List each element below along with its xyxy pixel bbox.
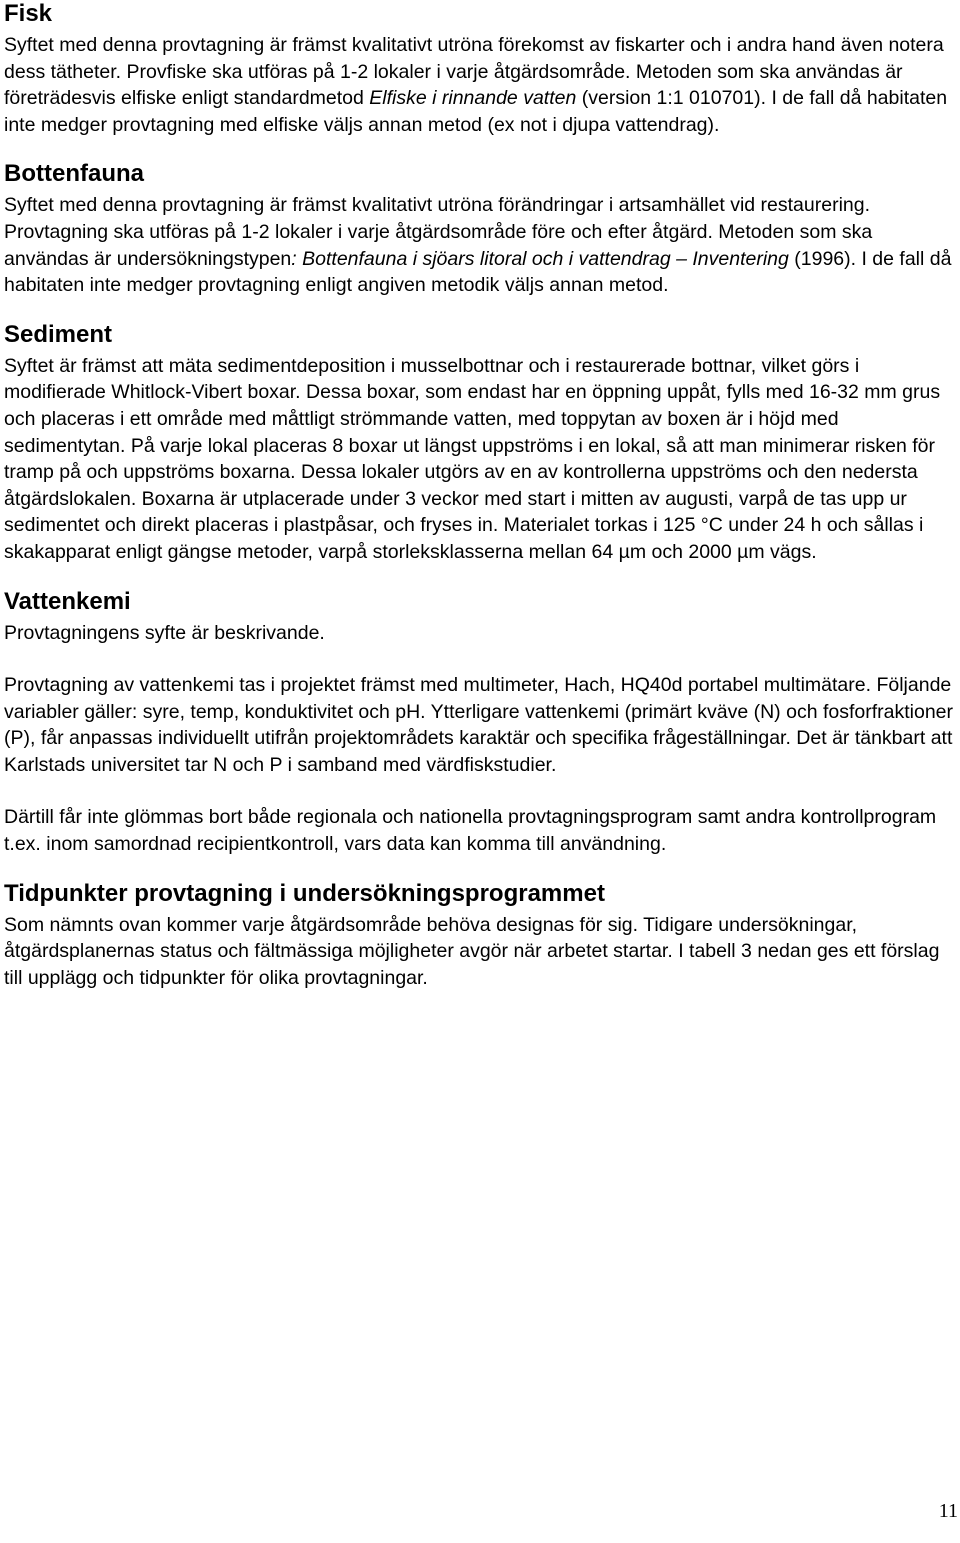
section-heading-sediment: Sediment xyxy=(4,320,113,348)
paragraph-bottenfauna xyxy=(4,192,960,298)
text-run: Syftet med denna provtagning är främst kvalitativt utröna förekomst av fiskarter och i andra hand även notera dess tätheter. Provfiske ska utföras på 1-2 lokaler i varje åtgärdsområde. Metoden som ska användas är företrädesvis elfiske enligt standardmetod xyxy=(4,34,944,110)
italic-method-title: Elfiske i rinnande vatten xyxy=(369,87,577,110)
paragraph-fisk xyxy=(4,32,960,138)
section-heading-tidpunkter: Tidpunkter provtagning i undersökningsprogrammet xyxy=(4,879,605,907)
text-run: Syftet med denna provtagning är främst kvalitativt utröna förändringar i artsamhället vid restaurering. Provtagning ska utföras på 1-2 lokaler i varje åtgärdsområde före och efter åtgärd. Metoden som ska användas är undersökningstypen xyxy=(4,194,873,270)
paragraph-sediment: Syftet är främst att mäta sedimentdeposition i musselbottnar och i restaurerade bottnar, vilket görs i modifierade Whitlock-Vibert boxar. Dessa boxar, som endast har en öppning uppåt, fylls med 16-32 mm grus och placeras i ett område med måttligt strömmande vatten, med toppytan av boxen är i höjd med sedimentytan. På varje lokal placeras 8 boxar ut längst uppströms i en lokal, så att man minimerar risken för tramp på och uppströms boxarna. Dessa lokaler utgörs av en av kontrollerna uppströms och den nedersta åtgärdslokalen. Boxarna är utplacerade under 3 veckor med start i mitten av augusti, varpå de tas upp ur sedimentet och direkt placeras i plastpåsar, och fryses in. Materialet torkas i 125 °C under 24 h och sållas i skakapparat enligt gängse metoder, varpå storleksklasserna mellan 64 µm och 2000 µm vägs. xyxy=(4,354,941,563)
italic-method-title: : Bottenfauna i sjöars litoral och i vattendrag – Inventering xyxy=(291,247,789,270)
text-run: (1996). I de fall då habitaten inte medger provtagning enligt angiven metodik väljs annan metod. xyxy=(4,247,952,297)
page-content xyxy=(4,0,960,991)
section-heading-vattenkemi: Vattenkemi xyxy=(4,587,131,615)
section-heading-bottenfauna: Bottenfauna xyxy=(4,160,144,188)
paragraph-vattenkemi-2: Provtagning av vattenkemi tas i projektet främst med multimeter, Hach, HQ40d portabel multimätare. Följande variabler gäller: syre, temp, konduktivitet och pH. Ytterligare vattenkemi (primärt kväve (N) och fosforfraktioner (P), får anpassas individuellt utifrån projektområdets karaktär och specifika frågeställningar. Det är tänkbart att Karlstads universitet tar N och P i samband med värdfiskstudier. xyxy=(4,674,954,776)
paragraph-vattenkemi-1: Provtagningens syfte är beskrivande. xyxy=(4,621,325,644)
section-tidpunkter xyxy=(4,880,960,992)
section-fisk xyxy=(4,0,960,138)
page-number: 11 xyxy=(938,1500,958,1522)
paragraph-tidpunkter: Som nämnts ovan kommer varje åtgärdsområde behöva designas för sig. Tidigare undersökningar, åtgärdsplanernas status och fältmässiga möjligheter avgör när arbetet startar. I tabell 3 nedan ges ett förslag till upplägg och tidpunkter för olika provtagningar. xyxy=(4,913,940,989)
section-heading-fisk: Fisk xyxy=(4,0,53,27)
section-sediment xyxy=(4,321,960,566)
section-vattenkemi xyxy=(4,588,960,858)
text-run: (version 1:1 010701). I de fall då habitaten inte medger provtagning med elfiske väljs annan metod (ex not i djupa vattendrag). xyxy=(4,87,948,136)
paragraph-vattenkemi-3: Därtill får inte glömmas bort både regionala och nationella provtagningsprogram samt andra kontrollprogram t.ex. inom samordnad recipientkontroll, vars data kan komma till användning. xyxy=(4,806,937,856)
section-bottenfauna xyxy=(4,160,960,298)
